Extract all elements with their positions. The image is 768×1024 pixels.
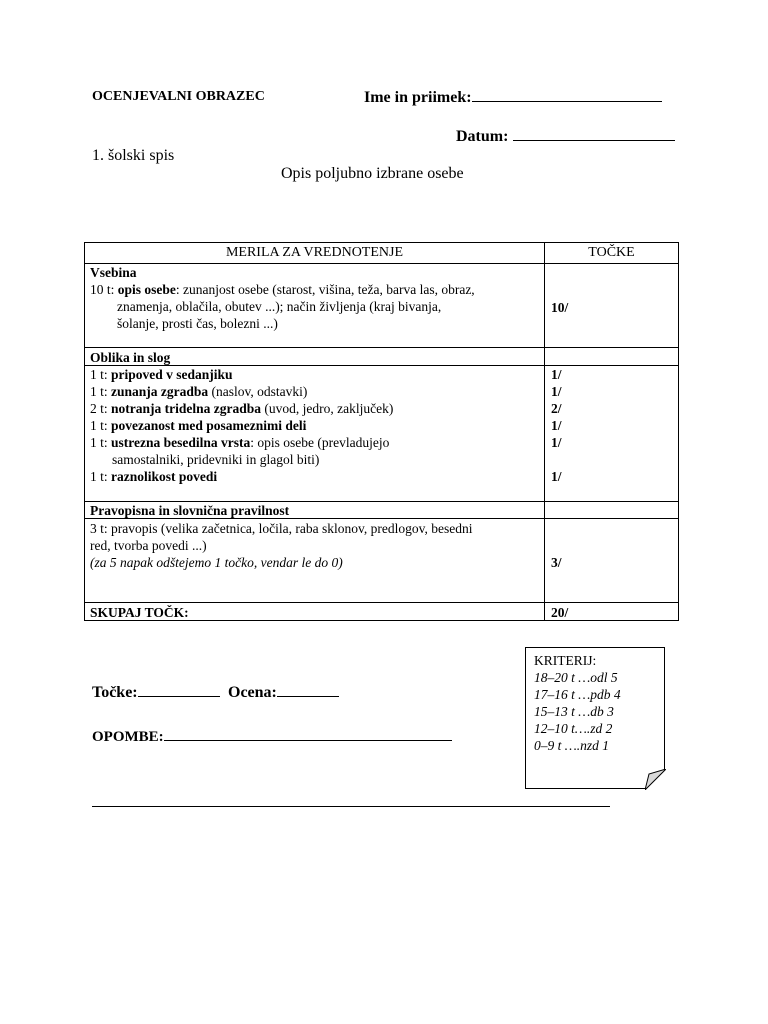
criteria-line: 0–9 t ….nzd 1 xyxy=(534,738,610,753)
item-key-term: pripoved v sedanjiku xyxy=(111,367,233,382)
item-key-term: raznolikost povedi xyxy=(111,469,218,484)
name-label: Ime in priimek: xyxy=(364,89,472,106)
form-item-points: 2/ xyxy=(551,401,562,416)
remarks-underline xyxy=(164,726,452,741)
item-rest: (naslov, odstavki) xyxy=(208,384,308,399)
spelling-points: 3/ xyxy=(551,555,562,570)
form-item xyxy=(90,468,217,485)
criteria-line: 17–16 t …pdb 4 xyxy=(534,687,621,702)
grade-field[interactable] xyxy=(228,682,339,702)
item-key-term: notranja tridelna zgradba xyxy=(111,401,262,416)
content-line-1 xyxy=(90,281,475,298)
item-prefix: 1 t: xyxy=(90,418,112,433)
form-item xyxy=(90,383,307,400)
points-field[interactable] xyxy=(92,682,220,702)
content-section-title: Vsebina xyxy=(90,265,137,280)
item-key-term: zunanja zgradba xyxy=(111,384,209,399)
content-points: 10/ xyxy=(551,300,569,315)
column-divider xyxy=(544,243,545,620)
form-item-points: 1/ xyxy=(551,469,562,484)
row-divider xyxy=(85,518,678,519)
date-label: Datum: xyxy=(456,128,509,145)
topic-title: Opis poljubno izbrane osebe xyxy=(281,165,464,182)
criteria-note xyxy=(525,647,665,789)
points-label: Točke: xyxy=(92,684,138,701)
item-prefix: 1 t: xyxy=(90,367,112,382)
row-divider xyxy=(85,602,678,603)
spelling-line-1: 3 t: pravopis (velika začetnica, ločila, raba sklonov, predlogov, besedni xyxy=(90,521,473,536)
total-label: SKUPAJ TOČK: xyxy=(90,605,189,620)
spelling-section-title: Pravopisna in slovnična pravilnost xyxy=(90,503,290,518)
form-item-points: 1/ xyxy=(551,384,562,399)
spelling-note: (za 5 napak odštejemo 1 točko, vendar le do 0) xyxy=(90,555,343,570)
form-item xyxy=(90,366,233,383)
total-points: 20/ xyxy=(551,605,569,620)
grading-table xyxy=(84,242,679,621)
criteria-title: KRITERIJ: xyxy=(534,653,597,668)
row-divider xyxy=(85,263,678,264)
content-points-prefix: 10 t: xyxy=(90,282,118,297)
form-item-continuation: samostalniki, pridevniki in glagol biti) xyxy=(112,452,320,467)
criteria-line: 18–20 t …odl 5 xyxy=(534,670,618,685)
item-rest: : opis osebe (prevladujejo xyxy=(250,435,390,450)
remarks-label: OPOMBE: xyxy=(92,729,164,745)
grade-underline xyxy=(277,682,339,697)
criteria-line: 15–13 t …db 3 xyxy=(534,704,614,719)
points-underline xyxy=(138,682,220,697)
criteria-column-header: MERILA ZA VREDNOTENJE xyxy=(225,245,404,260)
item-prefix: 1 t: xyxy=(90,469,112,484)
content-key-term: opis osebe xyxy=(117,282,176,297)
form-item-points: 1/ xyxy=(551,435,562,450)
form-section-title: Oblika in slog xyxy=(90,350,171,365)
remarks-extra-line[interactable] xyxy=(92,806,610,807)
spelling-line-2: red, tvorba povedi ...) xyxy=(90,538,207,553)
item-rest: (uvod, jedro, zaključek) xyxy=(261,401,394,416)
form-title: OCENJEVALNI OBRAZEC xyxy=(92,89,265,104)
item-prefix: 1 t: xyxy=(90,435,112,450)
grade-label: Ocena: xyxy=(228,684,277,701)
form-item-points: 1/ xyxy=(551,418,562,433)
form-item xyxy=(90,400,393,417)
item-prefix: 2 t: xyxy=(90,401,112,416)
form-item xyxy=(90,417,306,434)
item-prefix: 1 t: xyxy=(90,384,112,399)
content-line-2: znamenja, oblačila, obutev ...); način življenja (kraj bivanja, xyxy=(117,299,442,314)
form-item xyxy=(90,434,389,451)
remarks-field[interactable] xyxy=(92,726,452,746)
assignment-number: 1. šolski spis xyxy=(92,147,175,164)
name-field[interactable] xyxy=(364,87,662,107)
name-underline xyxy=(472,87,662,102)
points-column-header: TOČKE xyxy=(588,245,635,260)
content-line-1-rest: : zunanjost osebe (starost, višina, teža, barva las, obraz, xyxy=(175,282,475,297)
form-item-points: 1/ xyxy=(551,367,562,382)
item-key-term: povezanost med posameznimi deli xyxy=(111,418,307,433)
item-key-term: ustrezna besedilna vrsta xyxy=(111,435,251,450)
content-line-3: šolanje, prosti čas, bolezni ...) xyxy=(117,316,278,331)
folded-corner-icon xyxy=(645,769,666,790)
row-divider xyxy=(85,347,678,348)
criteria-line: 12–10 t….zd 2 xyxy=(534,721,613,736)
date-underline xyxy=(513,126,675,141)
date-field[interactable] xyxy=(456,126,675,146)
